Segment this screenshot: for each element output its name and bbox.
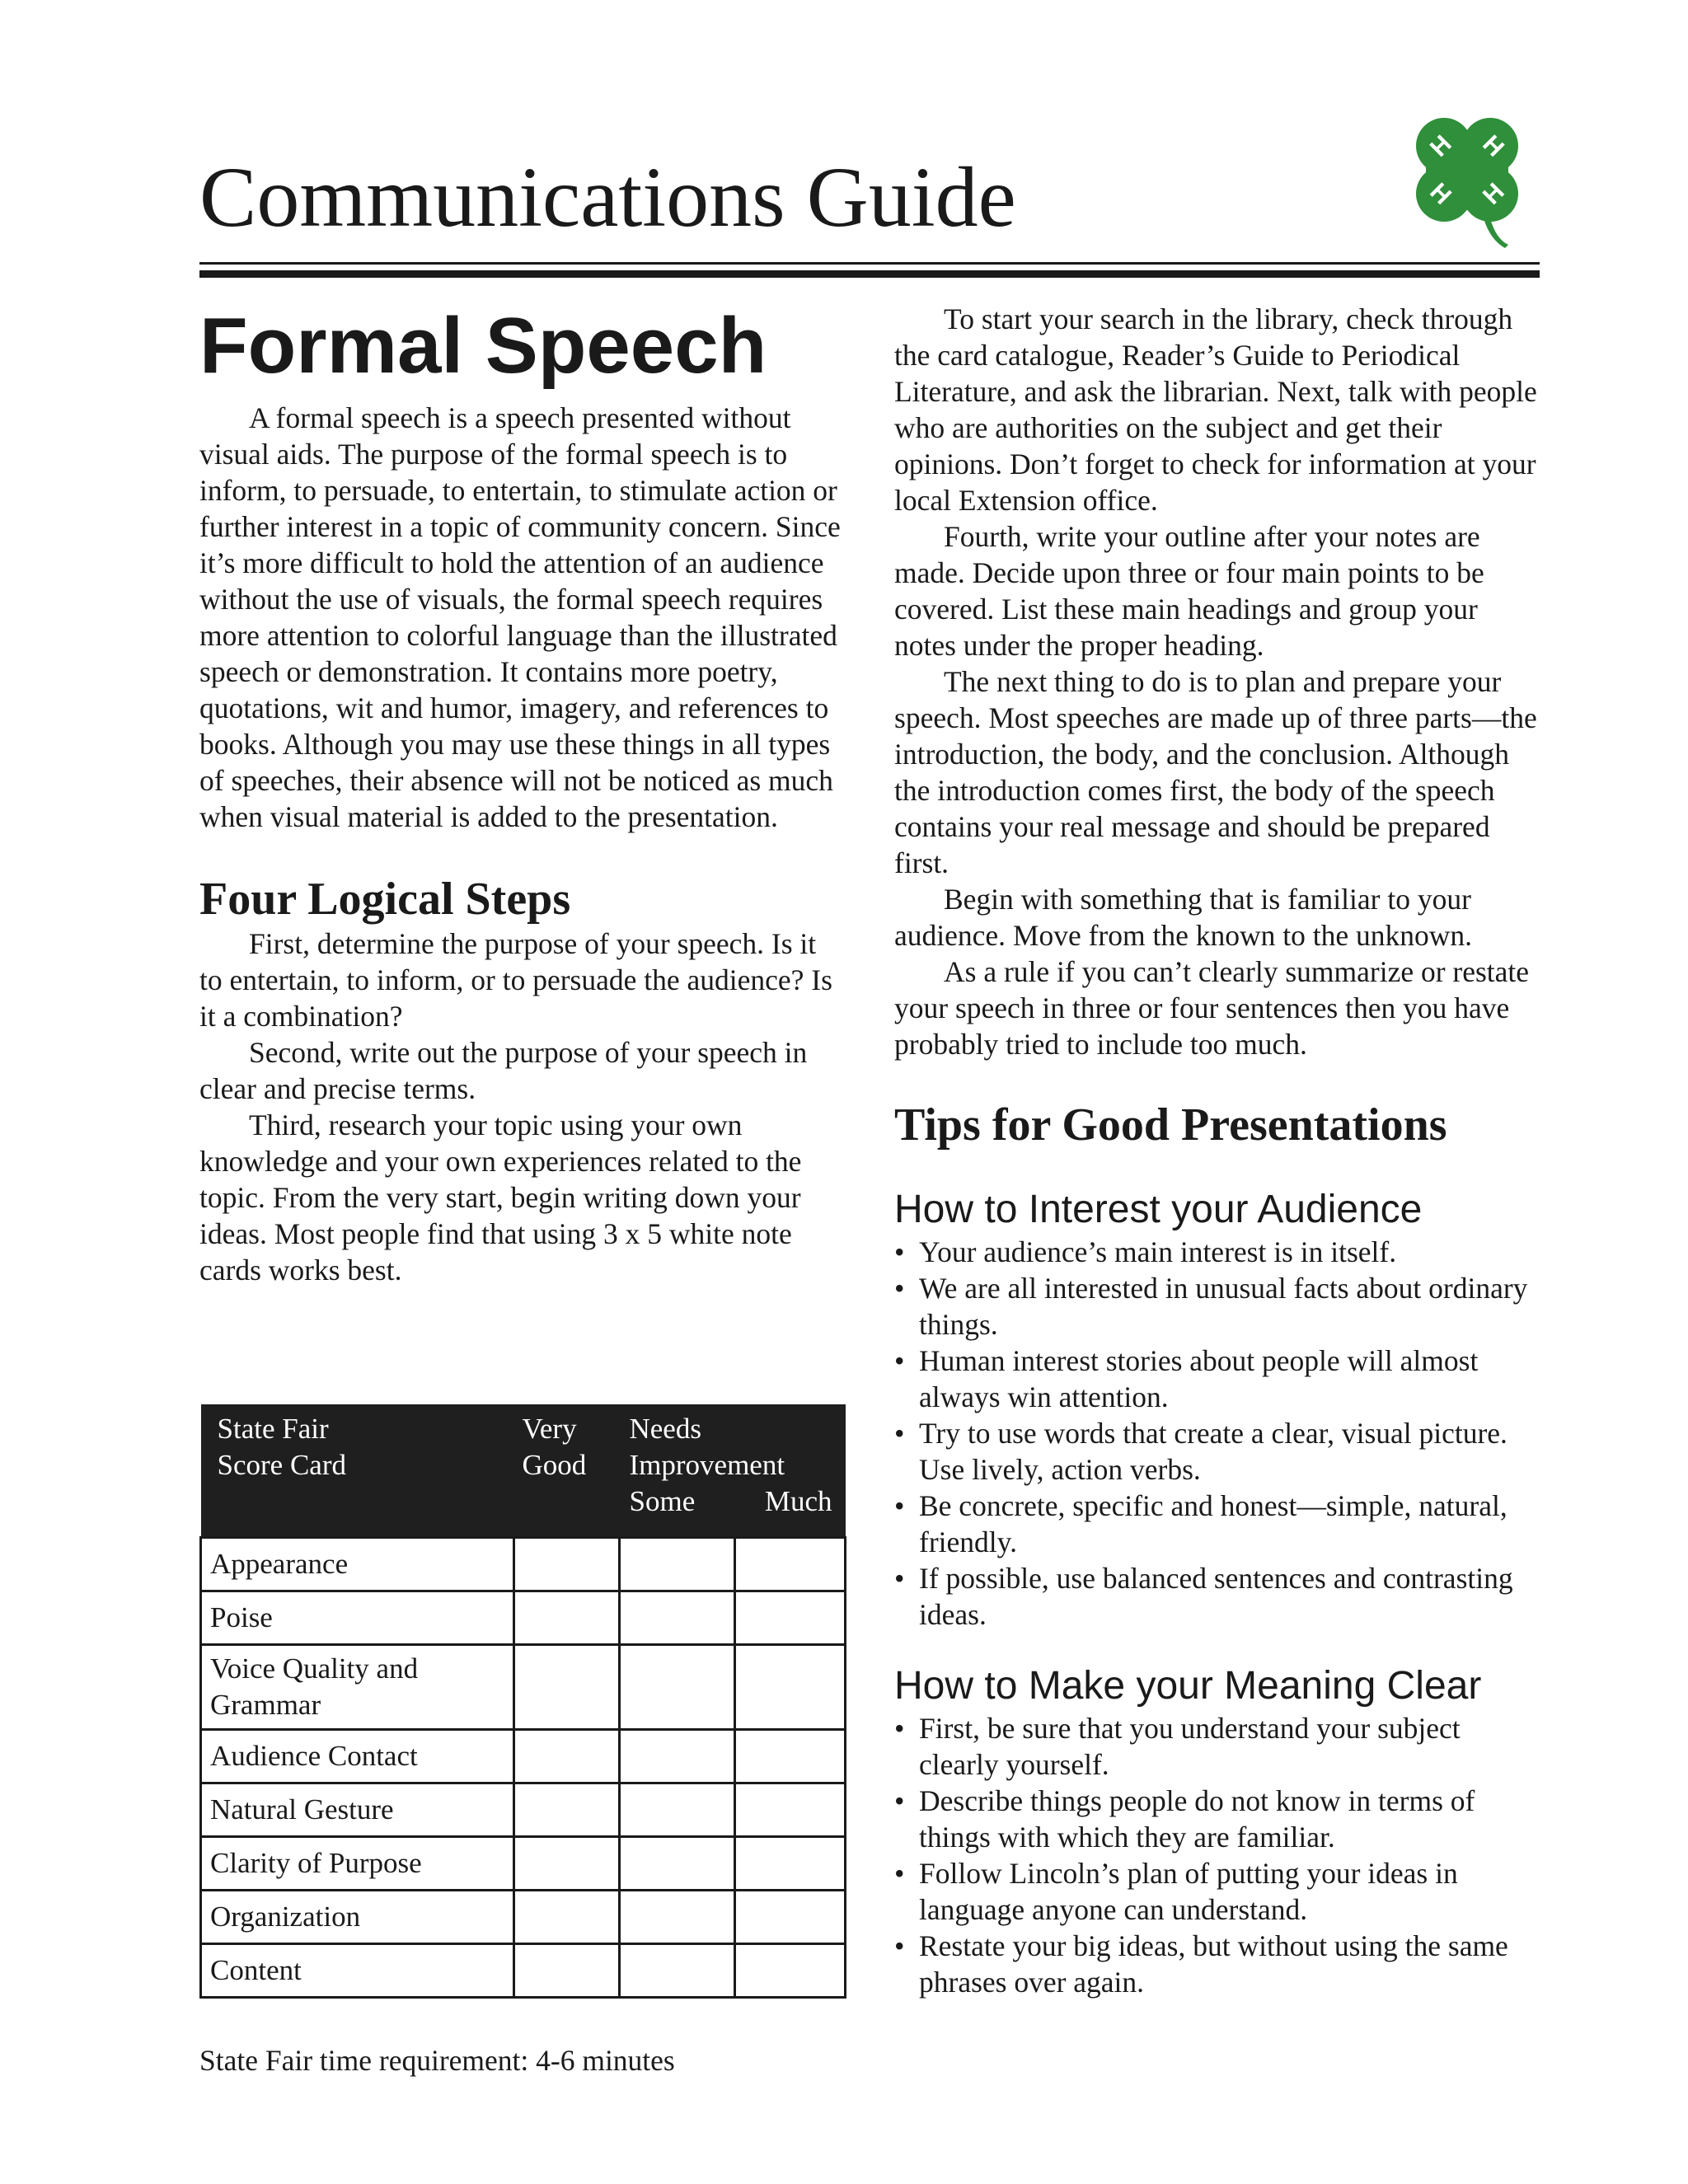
meaning-list <box>894 1710 1545 2000</box>
step-paragraph-1: First, determine the purpose of your speech. Is it to entertain, to inform, or to persuade the audience? Is it a combination? <box>199 927 832 1033</box>
four-leaf-clover-icon <box>1393 103 1541 251</box>
checkbox-cell[interactable] <box>735 1837 846 1891</box>
checkbox-cell[interactable] <box>514 1837 620 1891</box>
steps-heading: Four Logical Steps <box>199 874 571 925</box>
criterion-label: Appearance <box>201 1538 514 1591</box>
main-title: Formal Speech <box>199 302 767 390</box>
table-row <box>201 1783 846 1837</box>
checkbox-cell[interactable] <box>620 1730 735 1783</box>
list-item: • Describe things people do not know in terms of things with which they are familiar. <box>894 1784 1475 1854</box>
table-row <box>201 1891 846 1944</box>
criterion-label: Organization <box>201 1891 514 1944</box>
list-item: • If possible, use balanced sentences and contrasting ideas. <box>894 1562 1513 1631</box>
table-row <box>201 1645 846 1730</box>
criterion-label: Natural Gesture <box>201 1783 514 1837</box>
checkbox-cell[interactable] <box>514 1783 620 1837</box>
score-card-title: State Fair Score Card <box>201 1404 514 1538</box>
list-item: • Your audience’s main interest is in itself. <box>894 1235 1397 1268</box>
summary-paragraph: As a rule if you can’t clearly summarize or restate your speech in three or four sentences then you have probably tried to include too much. <box>894 955 1530 1061</box>
interest-subheading: How to Interest your Audience <box>894 1188 1423 1231</box>
needs-improvement-header: Needs Improvement Some Much <box>620 1404 846 1538</box>
intro-paragraph: A formal speech is a speech presented without visual aids. The purpose of the formal speech is to inform, to persuade, to entertain, to stimulate action or further interest in a topic of community concern. Since it’s more difficult to hold the attention of an audience without the use of visuals, the formal speech requires more attention to colorful language than the illustrated speech or demonstration. It contains more poetry, quotations, wit and humor, imagery, and references to books. Although you may use these things in all types of speeches, their absence will not be noticed as much when visual material is added to the presentation. <box>199 401 841 833</box>
score-card-table <box>199 1404 846 1999</box>
step-paragraph-3: Third, research your topic using your own knowledge and your own experiences related to the topic. From the very start, begin writing down your ideas. Most people find that using 3 x 5 white note cards works best. <box>199 1108 802 1286</box>
time-requirement-note: State Fair time requirement: 4-6 minutes <box>199 2044 675 2077</box>
checkbox-cell[interactable] <box>620 1783 735 1837</box>
some-header: Some <box>629 1485 696 1517</box>
svg-text:H: H <box>1424 178 1456 210</box>
left-column <box>199 301 842 1288</box>
criterion-label: Clarity of Purpose <box>201 1837 514 1891</box>
list-item: • Try to use words that create a clear, visual picture. Use lively, action verbs. <box>894 1417 1507 1486</box>
criterion-label: Poise <box>201 1591 514 1645</box>
checkbox-cell[interactable] <box>735 1645 846 1730</box>
very-good-header: Very Good <box>514 1404 620 1538</box>
checkbox-cell[interactable] <box>514 1730 620 1783</box>
checkbox-cell[interactable] <box>735 1944 846 1998</box>
research-paragraph: To start your search in the library, check through the card catalogue, Reader’s Guide to Periodical Literature, and ask the librarian. Next, talk with people who are authorities on the subject and get their opinions. Don’t forget to check for information at your local Extension office. <box>894 302 1537 517</box>
guide-title: Communications Guide <box>199 150 1016 245</box>
criterion-label: Content <box>201 1944 514 1998</box>
outline-paragraph: Fourth, write your outline after your notes are made. Decide upon three or four main points to be covered. List these main headings and group your notes under the proper heading. <box>894 520 1484 662</box>
checkbox-cell[interactable] <box>620 1837 735 1891</box>
checkbox-cell[interactable] <box>514 1645 620 1730</box>
list-item: • First, be sure that you understand your subject clearly yourself. <box>894 1712 1461 1781</box>
checkbox-cell[interactable] <box>735 1538 846 1591</box>
header-rule-thick <box>199 270 1540 278</box>
header-rule-thin <box>199 262 1540 265</box>
prepare-paragraph: The next thing to do is to plan and prepare your speech. Most speeches are made up of three parts—the introduction, the body, and the conclusion. Although the introduction comes first, the body of the speech contains your real message and should be prepared first. <box>894 665 1537 879</box>
table-row <box>201 1591 846 1645</box>
checkbox-cell[interactable] <box>735 1591 846 1645</box>
much-header: Much <box>764 1485 832 1517</box>
checkbox-cell[interactable] <box>620 1944 735 1998</box>
familiar-paragraph: Begin with something that is familiar to your audience. Move from the known to the unknown. <box>894 883 1472 952</box>
checkbox-cell[interactable] <box>514 1944 620 1998</box>
checkbox-cell[interactable] <box>735 1891 846 1944</box>
criterion-label: Voice Quality and Grammar <box>201 1645 514 1730</box>
checkbox-cell[interactable] <box>620 1891 735 1944</box>
table-row <box>201 1730 846 1783</box>
interest-list <box>894 1234 1545 1633</box>
checkbox-cell[interactable] <box>620 1538 735 1591</box>
checkbox-cell[interactable] <box>514 1538 620 1591</box>
checkbox-cell[interactable] <box>735 1783 846 1837</box>
meaning-subheading: How to Make your Meaning Clear <box>894 1664 1482 1708</box>
list-item: • Human interest stories about people will almost always win attention. <box>894 1344 1479 1413</box>
table-row <box>201 1538 846 1591</box>
checkbox-cell[interactable] <box>514 1591 620 1645</box>
checkbox-cell[interactable] <box>620 1591 735 1645</box>
step-paragraph-2: Second, write out the purpose of your speech in clear and precise terms. <box>199 1036 808 1105</box>
right-column <box>894 301 1545 2000</box>
table-row <box>201 1837 846 1891</box>
score-card-header <box>201 1404 846 1538</box>
list-item: • We are all interested in unusual facts about ordinary things. <box>894 1272 1528 1341</box>
checkbox-cell[interactable] <box>514 1891 620 1944</box>
tips-heading: Tips for Good Presentations <box>894 1099 1447 1151</box>
list-item: • Restate your big ideas, but without using the same phrases over again. <box>894 1929 1508 1999</box>
checkbox-cell[interactable] <box>735 1730 846 1783</box>
criterion-label: Audience Contact <box>201 1730 514 1783</box>
list-item: • Be concrete, specific and honest—simple, natural, friendly. <box>894 1489 1507 1558</box>
list-item: • Follow Lincoln’s plan of putting your ideas in language anyone can understand. <box>894 1857 1458 1926</box>
table-row <box>201 1944 846 1998</box>
svg-text:H: H <box>1425 130 1457 162</box>
svg-text:H: H <box>1477 130 1509 162</box>
checkbox-cell[interactable] <box>620 1645 735 1730</box>
svg-text:H: H <box>1478 178 1510 210</box>
